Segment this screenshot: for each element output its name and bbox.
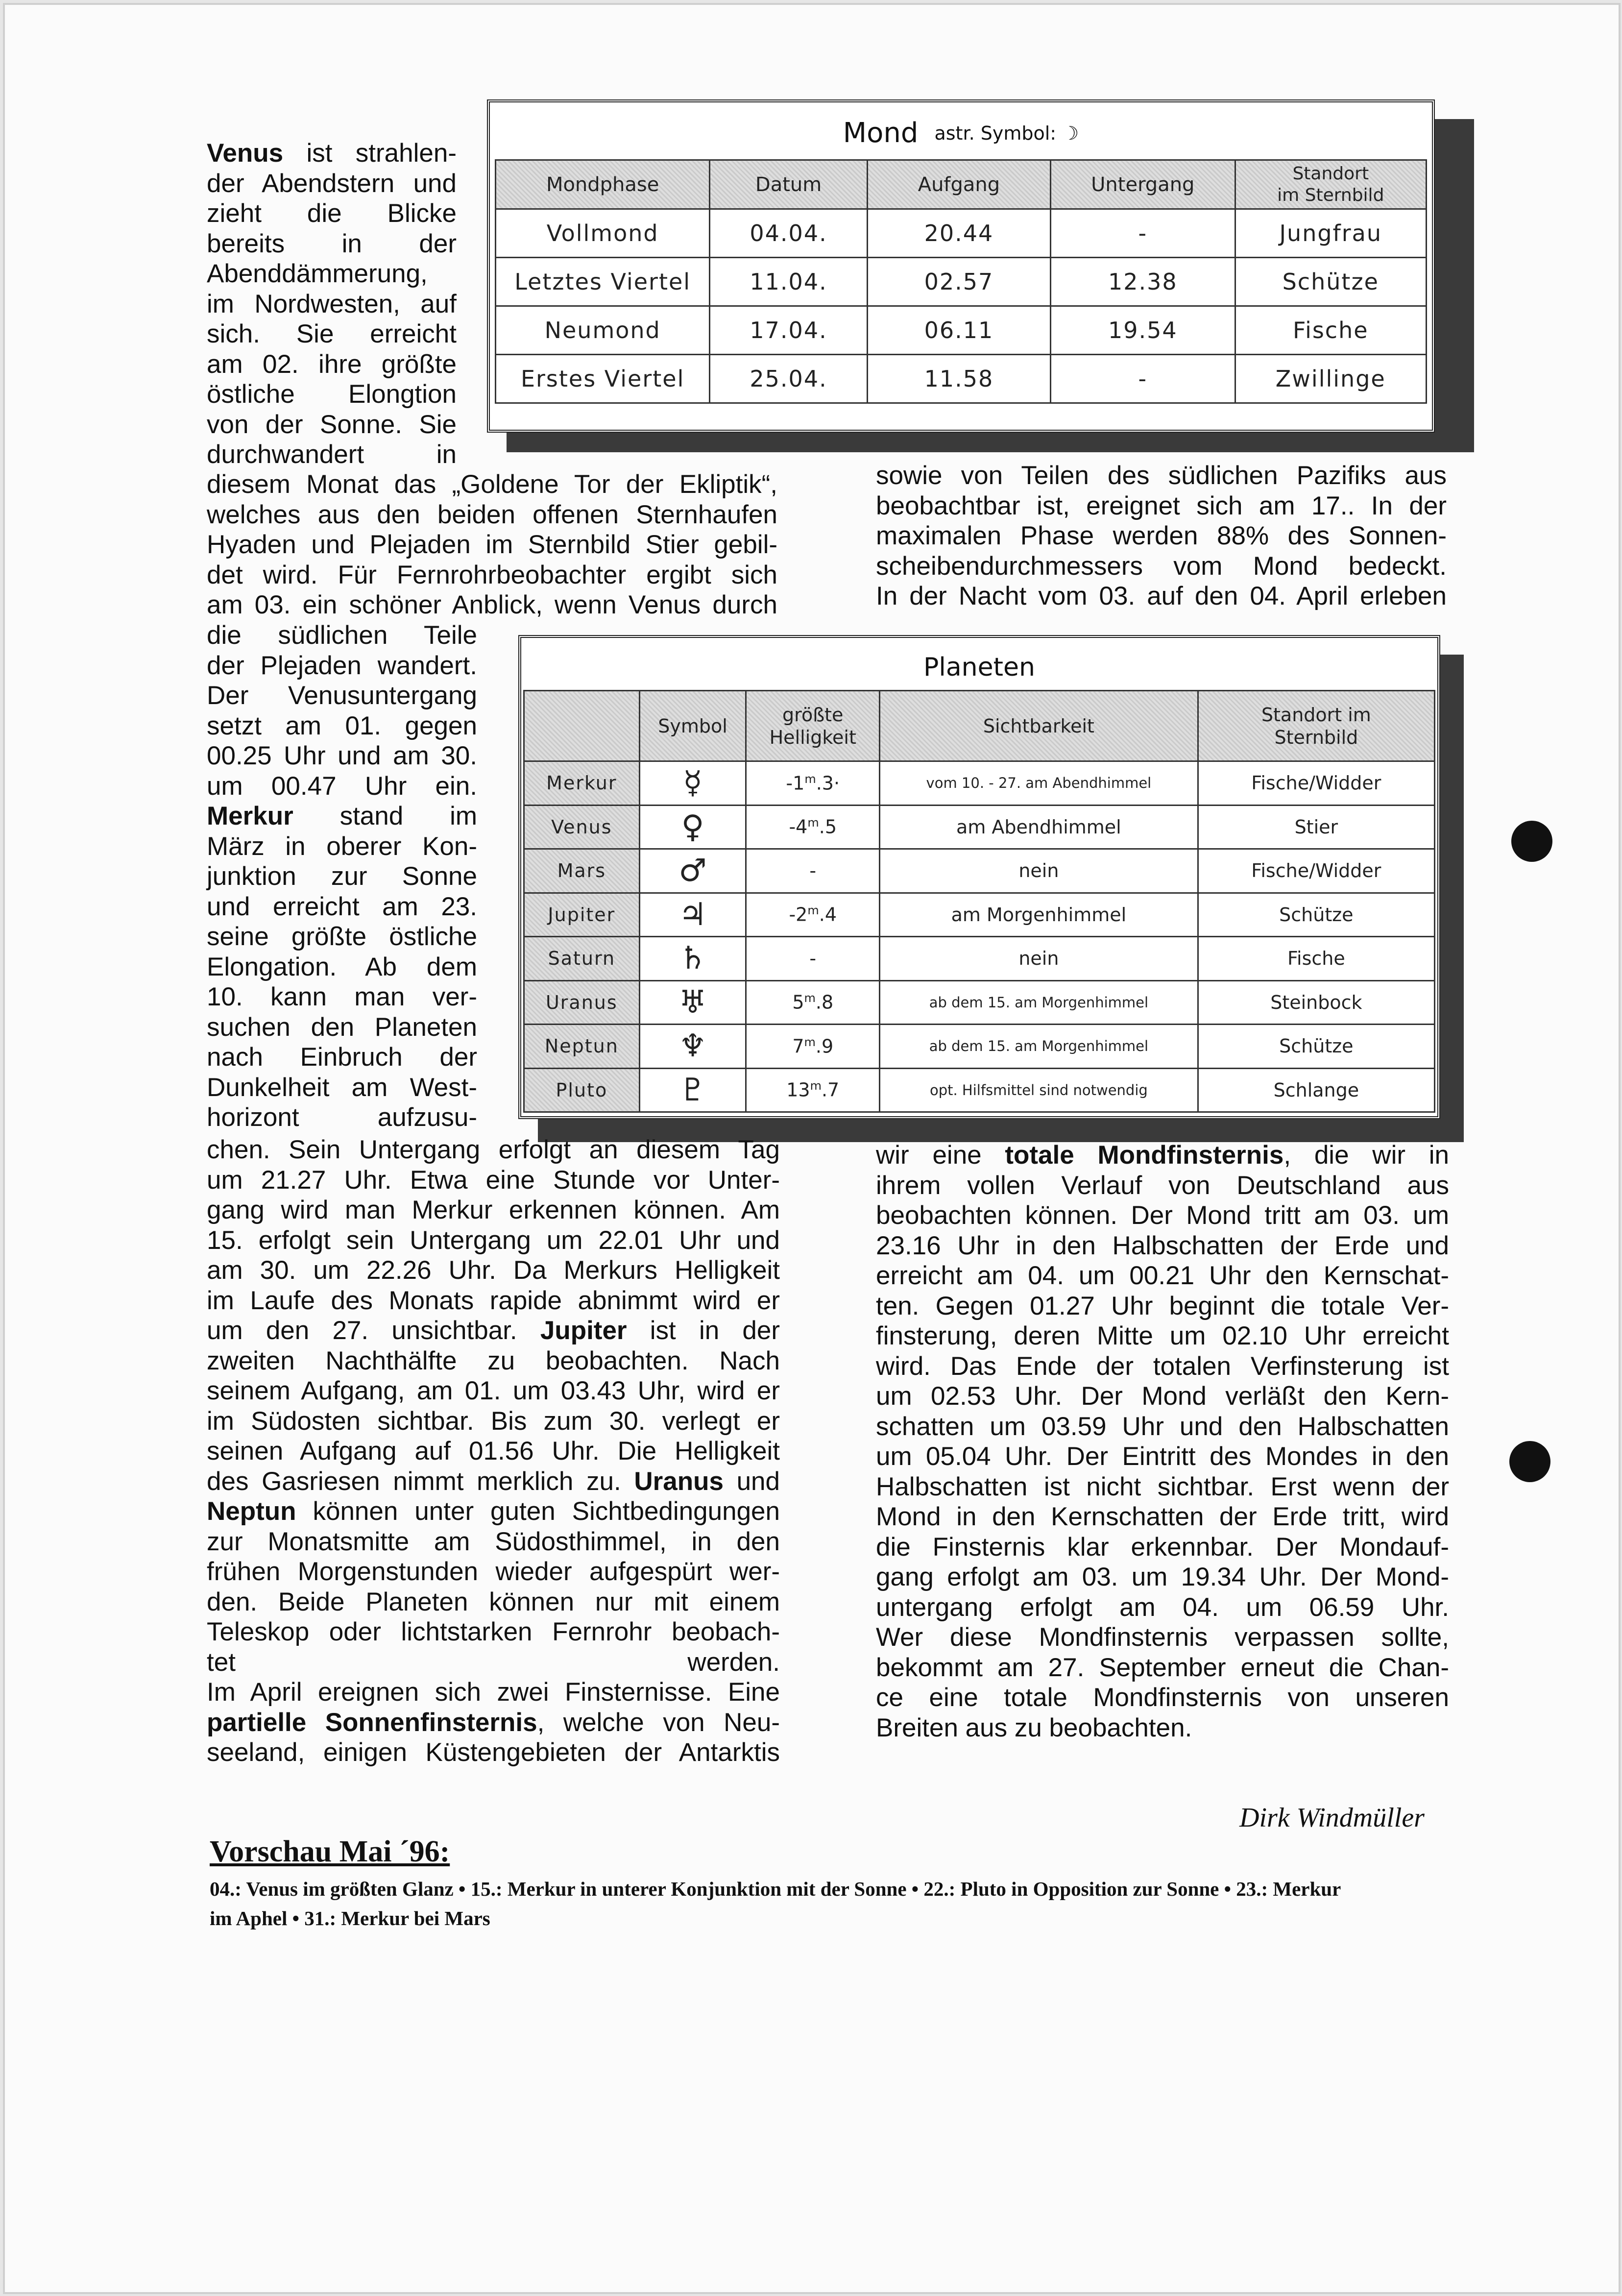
mond-cell: Neumond bbox=[496, 306, 710, 355]
mond-header-cell: Mondphase bbox=[496, 160, 710, 209]
mond-header-cell: Datum bbox=[710, 160, 867, 209]
planet-brightness: -2$^m$.4 bbox=[746, 893, 880, 937]
mond-title: Mond bbox=[843, 117, 919, 149]
planet-constellation: Schütze bbox=[1198, 1025, 1434, 1069]
text-line: erreicht am 04. um 00.21 Uhr den Kernschat- bbox=[876, 1261, 1449, 1290]
planet-symbol-icon: ☿ bbox=[639, 761, 746, 806]
text-line: wird. Das Ende der totalen Verfinsterung ist bbox=[876, 1351, 1449, 1381]
text-line: die Finsternis klar erkennbar. Der Mondauf- bbox=[876, 1532, 1449, 1562]
planet-visibility: opt. Hilfsmittel sind notwendig bbox=[880, 1068, 1198, 1112]
text-line: sich. Sie erreicht bbox=[207, 319, 457, 348]
text-line: am 03. ein schöner Anblick, wenn Venus durch bbox=[207, 590, 777, 619]
mond-symbol-label: astr. Symbol: ☽ bbox=[934, 122, 1079, 144]
planet-symbol-icon: ♂ bbox=[639, 849, 746, 893]
mond-cell: Vollmond bbox=[496, 209, 710, 258]
text-line: seeland, einigen Küstengebieten der Antarktis bbox=[207, 1738, 780, 1767]
text-line: Im April ereignen sich zwei Finsternisse. Eine bbox=[207, 1678, 780, 1707]
text-line: Der Venusuntergang bbox=[207, 681, 477, 710]
text-line: Hyaden und Plejaden im Sternbild Stier gebil- bbox=[207, 530, 777, 559]
text-line: am 02. ihre größte bbox=[207, 349, 457, 379]
planet-row-jupiter bbox=[524, 893, 1435, 937]
text-line: setzt am 01. gegen bbox=[207, 711, 477, 740]
planet-brightness: 5$^m$.8 bbox=[746, 980, 880, 1025]
planet-brightness: 13$^m$.7 bbox=[746, 1068, 880, 1112]
text-line: scheibendurchmessers vom Mond bedeckt. bbox=[876, 551, 1447, 581]
text-line: beobachten können. Der Mond tritt am 03. um bbox=[876, 1201, 1449, 1230]
text-line: gang wird man Merkur erkennen können. Am bbox=[207, 1196, 780, 1224]
mond-row bbox=[496, 209, 1427, 258]
preview-line-1: 04.: Venus im größten Glanz • 15.: Merkur in unterer Konjunktion mit der Sonne • 22.: Pluto in Opposition zur Sonne • 23.: Merkur bbox=[210, 1878, 1341, 1900]
text-line: seinen Aufgang auf 01.56 Uhr. Die Helligkeit bbox=[207, 1437, 780, 1466]
punch-hole-top bbox=[1511, 821, 1552, 862]
mond-cell: 11.58 bbox=[867, 355, 1050, 403]
planet-name: Jupiter bbox=[524, 893, 640, 937]
mond-cell: 11.04. bbox=[710, 258, 867, 306]
text-line: um 21.27 Uhr. Etwa eine Stunde vor Unter- bbox=[207, 1165, 780, 1195]
text-line: maximalen Phase werden 88% des Sonnen- bbox=[876, 521, 1447, 550]
text-line: bekommt am 27. September erneut die Chan- bbox=[876, 1653, 1449, 1682]
text-line: bereits in der bbox=[207, 229, 457, 258]
text-line: um 02.53 Uhr. Der Mond verläßt den Kern- bbox=[876, 1382, 1449, 1411]
planet-symbol-icon: ♇ bbox=[639, 1068, 746, 1112]
planet-name: Saturn bbox=[524, 937, 640, 981]
text-line: 15. erfolgt sein Untergang um 22.01 Uhr und bbox=[207, 1225, 780, 1255]
planet-constellation: Steinbock bbox=[1198, 980, 1434, 1025]
text-line: Mond in den Kernschatten der Erde tritt, wird bbox=[876, 1502, 1449, 1531]
planet-name: Venus bbox=[524, 805, 640, 849]
merkur-paragraph bbox=[207, 620, 477, 1133]
planet-constellation: Fische bbox=[1198, 937, 1434, 981]
text-line: seinem Aufgang, am 01. um 03.43 Uhr, wird er bbox=[207, 1376, 780, 1405]
text-line: 10. kann man ver- bbox=[207, 982, 477, 1011]
preview-line-2: im Aphel • 31.: Merkur bei Mars bbox=[210, 1907, 490, 1930]
planet-constellation: Fische/Widder bbox=[1198, 761, 1434, 806]
planeten-header-cell: Symbol bbox=[639, 691, 746, 761]
mond-cell: Zwillinge bbox=[1235, 355, 1426, 403]
planeten-header-cell: größte Helligkeit bbox=[746, 691, 880, 761]
planet-name: Pluto bbox=[524, 1068, 640, 1112]
mond-cell: 04.04. bbox=[710, 209, 867, 258]
planet-row-venus bbox=[524, 805, 1435, 849]
text-line: Dunkelheit am West- bbox=[207, 1073, 477, 1102]
planet-brightness: 7$^m$.9 bbox=[746, 1025, 880, 1069]
text-line: ce eine totale Mondfinsternis von unseren bbox=[876, 1683, 1449, 1712]
planet-visibility: am Abendhimmel bbox=[880, 805, 1198, 849]
mond-table bbox=[487, 99, 1454, 452]
mond-cell: Letztes Viertel bbox=[496, 258, 710, 306]
mond-cell: 06.11 bbox=[867, 306, 1050, 355]
text-line: Teleskop oder lichtstarken Fernrohr beobach- bbox=[207, 1617, 780, 1646]
text-line: Merkur stand im bbox=[207, 802, 477, 830]
text-line: im Südosten sichtbar. Bis zum 30. verlegt er bbox=[207, 1406, 780, 1436]
text-line: welches aus den beiden offenen Sternhaufen bbox=[207, 500, 777, 529]
planeten-table bbox=[518, 635, 1444, 1142]
mond-header-cell: Standort im Sternbild bbox=[1235, 160, 1426, 209]
mond-row bbox=[496, 355, 1427, 403]
planet-brightness: -4$^m$.5 bbox=[746, 805, 880, 849]
planet-row-neptun bbox=[524, 1025, 1435, 1069]
text-line: tet werden. bbox=[207, 1647, 780, 1677]
mond-cell: 02.57 bbox=[867, 258, 1050, 306]
author-signature: Dirk Windmüller bbox=[1239, 1803, 1425, 1833]
text-line: Wer diese Mondfinsternis verpassen sollte, bbox=[876, 1623, 1449, 1652]
planet-symbol-icon: ♀ bbox=[639, 805, 746, 849]
mond-cell: Jungfrau bbox=[1235, 209, 1426, 258]
planet-visibility: ab dem 15. am Morgenhimmel bbox=[880, 980, 1198, 1025]
mond-cell: - bbox=[1051, 209, 1235, 258]
text-line: wir eine totale Mondfinsternis, die wir in bbox=[876, 1141, 1449, 1170]
text-line: am 30. um 22.26 Uhr. Da Merkurs Helligkeit bbox=[207, 1256, 780, 1285]
planet-visibility: vom 10. - 27. am Abendhimmel bbox=[880, 761, 1198, 806]
planets-eclipse-paragraph bbox=[207, 1135, 780, 1768]
text-line: nach Einbruch der bbox=[207, 1043, 477, 1072]
text-line: um 00.47 Uhr ein. bbox=[207, 771, 477, 801]
planet-constellation: Schütze bbox=[1198, 893, 1434, 937]
planeten-title: Planeten bbox=[923, 653, 1035, 682]
planeten-header-cell: Standort im Sternbild bbox=[1198, 691, 1434, 761]
planet-name: Merkur bbox=[524, 761, 640, 806]
mond-header-cell: Aufgang bbox=[867, 160, 1050, 209]
text-line: In der Nacht vom 03. auf den 04. April erleben bbox=[876, 582, 1447, 611]
text-line: seine größte östliche bbox=[207, 922, 477, 951]
planet-symbol-icon: ♅ bbox=[639, 980, 746, 1025]
mond-cell: - bbox=[1051, 355, 1235, 403]
text-line: Abenddämmerung, bbox=[207, 259, 428, 288]
planet-symbol-icon: ♃ bbox=[639, 893, 746, 937]
text-line: der Plejaden wandert. bbox=[207, 651, 477, 680]
text-line: des Gasriesen nimmt merklich zu. Uranus und bbox=[207, 1466, 780, 1496]
text-line: chen. Sein Untergang erfolgt an diesem Tag bbox=[207, 1135, 780, 1164]
venus-paragraph bbox=[207, 138, 457, 470]
text-line: Neptun können unter guten Sichtbedingungen bbox=[207, 1497, 780, 1526]
mondfinsternis-paragraph bbox=[876, 1140, 1449, 1743]
planet-row-mars bbox=[524, 849, 1435, 893]
text-line: zur Monatsmitte am Südosthimmel, in den bbox=[207, 1527, 780, 1556]
text-line: die südlichen Teile bbox=[207, 621, 477, 650]
text-line: junktion zur Sonne bbox=[207, 862, 477, 891]
mond-row bbox=[496, 306, 1427, 355]
planet-brightness: $-1^m.3\cdot$ bbox=[746, 761, 880, 806]
mond-header-cell: Untergang bbox=[1051, 160, 1235, 209]
text-line: 23.16 Uhr in den Halbschatten der Erde und bbox=[876, 1231, 1449, 1260]
planeten-grid bbox=[523, 690, 1435, 1113]
text-line: untergang erfolgt am 04. um 06.59 Uhr. bbox=[876, 1592, 1449, 1622]
text-line: sowie von Teilen des südlichen Pazifiks aus bbox=[876, 461, 1447, 490]
text-line: Breiten aus zu beobachten. bbox=[876, 1713, 1192, 1742]
planet-symbol-icon: ♆ bbox=[639, 1025, 746, 1069]
planet-brightness: - bbox=[746, 937, 880, 981]
mond-cell: 20.44 bbox=[867, 209, 1050, 258]
text-line: finsterung, deren Mitte um 02.10 Uhr erreicht bbox=[876, 1321, 1449, 1350]
planet-visibility: nein bbox=[880, 937, 1198, 981]
mond-header-row bbox=[496, 160, 1427, 209]
text-line: von der Sonne. Sie bbox=[207, 410, 457, 439]
text-line: frühen Morgenstunden wieder aufgespürt wer- bbox=[207, 1557, 780, 1586]
planeten-header-cell: Sichtbarkeit bbox=[880, 691, 1198, 761]
text-line: Halbschatten ist nicht sichtbar. Erst wenn der bbox=[876, 1472, 1449, 1501]
preview-title: Vorschau Mai ´96: bbox=[210, 1835, 450, 1868]
text-line: ten. Gegen 01.27 Uhr beginnt die totale Ver- bbox=[876, 1291, 1449, 1320]
planet-brightness: - bbox=[746, 849, 880, 893]
planet-name: Mars bbox=[524, 849, 640, 893]
planet-constellation: Fische/Widder bbox=[1198, 849, 1434, 893]
planet-constellation: Stier bbox=[1198, 805, 1434, 849]
mond-grid bbox=[495, 159, 1427, 404]
planet-name: Uranus bbox=[524, 980, 640, 1025]
planet-row-saturn bbox=[524, 937, 1435, 981]
planet-visibility: am Morgenhimmel bbox=[880, 893, 1198, 937]
ekliptik-paragraph bbox=[207, 469, 777, 620]
text-line: März in oberer Kon- bbox=[207, 831, 477, 861]
planet-constellation: Schlange bbox=[1198, 1068, 1434, 1112]
planet-row-uranus bbox=[524, 980, 1435, 1025]
text-line: horizont aufzusu- bbox=[207, 1103, 477, 1132]
planeten-header-row bbox=[524, 691, 1435, 761]
planet-row-pluto bbox=[524, 1068, 1435, 1112]
text-line: det wird. Für Fernrohrbeobachter ergibt sich bbox=[207, 560, 777, 589]
text-line: ihrem vollen Verlauf von Deutschland aus bbox=[876, 1171, 1449, 1200]
mond-row bbox=[496, 258, 1427, 306]
planet-visibility: nein bbox=[880, 849, 1198, 893]
text-line: suchen den Planeten bbox=[207, 1012, 477, 1042]
mond-cell: Fische bbox=[1235, 306, 1426, 355]
punch-hole-bottom bbox=[1509, 1441, 1550, 1482]
text-line: schatten um 03.59 Uhr und den Halbschatten bbox=[876, 1412, 1449, 1441]
text-line: östliche Elongtion bbox=[207, 380, 457, 409]
mond-cell: Erstes Viertel bbox=[496, 355, 710, 403]
mond-cell: 25.04. bbox=[710, 355, 867, 403]
text-line: durchwandert in bbox=[207, 440, 457, 469]
text-line: im Nordwesten, auf bbox=[207, 289, 457, 318]
document-page bbox=[3, 3, 1621, 2294]
text-line: um 05.04 Uhr. Der Eintritt des Mondes in den bbox=[876, 1442, 1449, 1471]
mond-cell: 17.04. bbox=[710, 306, 867, 355]
planet-symbol-icon: ♄ bbox=[639, 937, 746, 981]
sonnenfinsternis-paragraph bbox=[876, 461, 1447, 611]
text-line: Venus ist strahlen- bbox=[207, 139, 457, 168]
mond-cell: 12.38 bbox=[1051, 258, 1235, 306]
text-line: und erreicht am 23. bbox=[207, 892, 477, 921]
planet-visibility: ab dem 15. am Morgenhimmel bbox=[880, 1025, 1198, 1069]
text-line: beobachtbar ist, ereignet sich am 17.. In der bbox=[876, 491, 1447, 520]
planet-row-merkur bbox=[524, 761, 1435, 806]
text-line: zweiten Nachthälfte zu beobachten. Nach bbox=[207, 1346, 780, 1375]
text-line: diesem Monat das „Goldene Tor der Ekliptik“, bbox=[207, 470, 777, 499]
text-line: der Abendstern und bbox=[207, 169, 457, 198]
text-line: gang erfolgt am 03. um 19.34 Uhr. Der Mond- bbox=[876, 1563, 1449, 1591]
mond-cell: 19.54 bbox=[1051, 306, 1235, 355]
text-line: Elongation. Ab dem bbox=[207, 952, 477, 981]
text-line: 00.25 Uhr und am 30. bbox=[207, 741, 477, 770]
text-line: partielle Sonnenfinsternis, welche von Neu- bbox=[207, 1708, 780, 1737]
text-line: um den 27. unsichtbar. Jupiter ist in der bbox=[207, 1316, 780, 1345]
text-line: den. Beide Planeten können nur mit einem bbox=[207, 1587, 780, 1616]
text-line: zieht die Blicke bbox=[207, 199, 457, 228]
planeten-header-cell bbox=[524, 691, 640, 761]
planet-name: Neptun bbox=[524, 1025, 640, 1069]
text-line: im Laufe des Monats rapide abnimmt wird er bbox=[207, 1286, 780, 1315]
mond-cell: Schütze bbox=[1235, 258, 1426, 306]
